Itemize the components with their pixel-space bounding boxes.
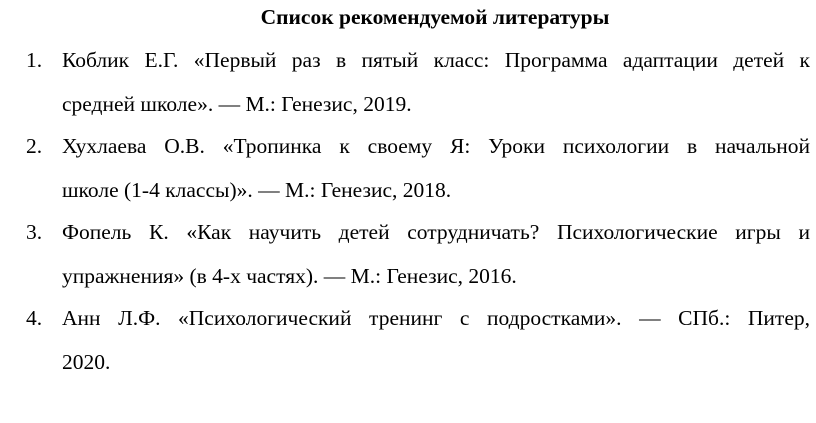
reference-text-line-1: Анн Л.Ф. «Психологический тренинг с подростками». — СПб.: Питер, <box>62 306 810 330</box>
reference-text-line-1: Фопель К. «Как научить детей сотрудничать? Психологические игры и <box>62 220 810 244</box>
reference-item-1 <box>0 42 816 128</box>
reference-text-line-2: 2020. <box>62 350 111 374</box>
reference-number: 2. <box>26 134 43 158</box>
reference-list <box>0 42 816 386</box>
reference-text-line-1: Коблик Е.Г. «Первый раз в пятый класс: Программа адаптации детей к <box>62 48 810 72</box>
reference-text-line-2: школе (1-4 классы)». — М.: Генезис, 2018. <box>62 178 452 202</box>
reference-number: 4. <box>26 306 43 330</box>
reference-text-line-2: средней школе». — М.: Генезис, 2019. <box>62 92 412 116</box>
page-title: Список рекомендуемой литературы <box>260 5 610 29</box>
reference-number: 3. <box>26 220 43 244</box>
reference-text-line-2: упражнения» (в 4-х частях). — М.: Генезис, 2016. <box>62 264 517 288</box>
reference-number: 1. <box>26 48 43 72</box>
reference-text-line-1: Хухлаева О.В. «Тропинка к своему Я: Уроки психологии в начальной <box>62 134 810 158</box>
reference-item-4 <box>0 300 816 386</box>
reference-item-2 <box>0 128 816 214</box>
reference-item-3 <box>0 214 816 300</box>
